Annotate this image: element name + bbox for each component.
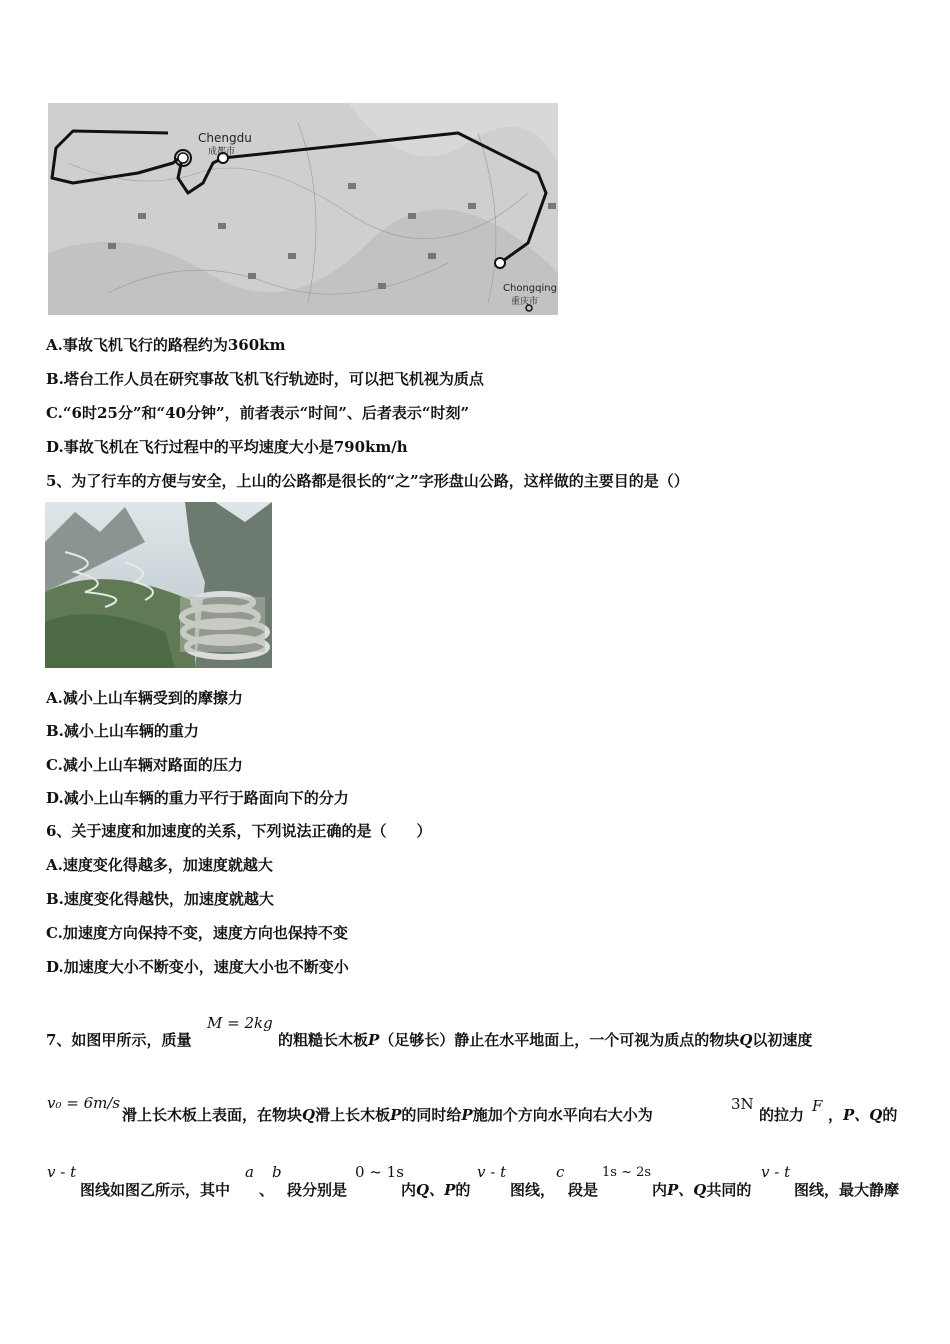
q5-option-d: D.减小上山车辆的重力平行于路面向下的分力 <box>46 789 349 807</box>
q7-vt-2: v - t <box>477 1163 507 1181</box>
chengdu-label-cn: 成都市 <box>208 147 236 157</box>
chongqing-marker <box>495 258 505 268</box>
q7-line2-P2: P <box>461 1106 473 1124</box>
q7-line2-PQ: P、Q <box>843 1106 883 1124</box>
q7-segment-a: a <box>245 1163 254 1181</box>
q5-option-c: C.减小上山车辆对路面的压力 <box>46 756 243 774</box>
q5-option-b: B.减小上山车辆的重力 <box>46 722 199 740</box>
q7-line3-b: 段分别是 <box>287 1181 348 1199</box>
chongqing-label-cn: 重庆市 <box>511 297 539 307</box>
q6-option-d: D.加速度大小不断变小，速度大小也不断变小 <box>46 958 349 976</box>
mountain-road-photo <box>45 502 272 668</box>
q7-line2-c: 的同时给 <box>401 1106 462 1124</box>
q7-line2-Q: Q <box>302 1106 316 1124</box>
q7-mass-expr: M = 2kg <box>207 1014 273 1032</box>
q6-option-c: C.加速度方向保持不变，速度方向也保持不变 <box>46 924 348 942</box>
q7-line3-c: 内 <box>401 1181 417 1199</box>
q7-force-symbol: F <box>812 1097 823 1115</box>
q7-line3-f: 段是 <box>568 1181 599 1199</box>
q7-line2-b: 滑上长木板 <box>315 1106 391 1124</box>
q7-range-1: 0 ~ 1s <box>355 1163 404 1181</box>
q7-line3-g: 内 <box>652 1181 668 1199</box>
q7-velocity <box>47 1094 120 1112</box>
q7-line2-rest <box>122 1104 653 1125</box>
q7-line1-P: P <box>368 1031 380 1049</box>
q7-line2-f: ， <box>828 1106 844 1124</box>
q7-line3-i: 图线，最大静摩 <box>794 1181 900 1199</box>
q5-option-a: A.减小上山车辆受到的摩擦力 <box>46 689 243 707</box>
q7-force-value: 3N <box>731 1095 754 1113</box>
q7-line2-d: 施加个方向水平向右大小为 <box>472 1106 653 1124</box>
map-route-svg <box>48 103 558 315</box>
q7-line1-b: 的粗糙长木板 <box>278 1031 369 1049</box>
q7-line2-P: P <box>390 1106 402 1124</box>
q7-range-2: 1s ~ 2s <box>602 1165 652 1180</box>
q7-line1-rest <box>278 1029 812 1050</box>
q7-line3-d: 的 <box>455 1181 471 1199</box>
q7-segment-c: c <box>556 1163 565 1181</box>
q6-option-a: A.速度变化得越多，加速度就越大 <box>46 856 273 874</box>
chengdu-label-en: Chengdu <box>198 131 252 145</box>
q7-line2-g: 的 <box>882 1106 898 1124</box>
q7-line3-e: 图线， <box>510 1181 556 1199</box>
q7-line3-PQ: P、Q <box>667 1181 707 1199</box>
q7-line3-mid <box>401 1179 470 1200</box>
q7-vt-1: v - t <box>47 1163 77 1181</box>
q5-stem: 5、为了行车的方便与安全，上山的公路都是很长的“之”字形盘山公路，这样做的主要目的是（） <box>46 472 689 490</box>
q4-option-c: C.“6时25分”和“40分钟”，前者表示“时间”、后者表示“时刻” <box>46 404 470 422</box>
q4-option-a: A.事故飞机飞行的路程约为360km <box>46 336 286 354</box>
q4-option-d: D.事故飞机在飞行过程中的平均速度大小是790km/h <box>46 438 408 456</box>
q7-line3-sep: 、 <box>259 1181 275 1199</box>
q7-line1-d: 以初速度 <box>752 1031 813 1049</box>
q7-vt-3: v - t <box>761 1163 791 1181</box>
q7-line1-a: 7、如图甲所示，质量 <box>46 1031 192 1049</box>
q6-option-b: B.速度变化得越快，加速度就越大 <box>46 890 274 908</box>
q7-line1-c: （足够长）静止在水平地面上，一个可视为质点的物块 <box>379 1031 740 1049</box>
q7-line1-Q: Q <box>739 1031 753 1049</box>
q7-line3-h: 共同的 <box>706 1181 752 1199</box>
q7-line3-QP: Q、P <box>416 1181 456 1199</box>
q7-line2-e: 的拉力 <box>759 1106 805 1124</box>
q4-option-b: B.塔台工作人员在研究事故飞机飞行轨迹时，可以把飞机视为质点 <box>46 370 484 388</box>
q7-line2-end <box>828 1104 897 1125</box>
chongqing-label-en: Chongqing <box>503 283 557 294</box>
q6-stem: 6、关于速度和加速度的关系，下列说法正确的是（ ） <box>46 822 432 840</box>
q7-line2-a: 滑上长木板上表面，在物块 <box>122 1106 303 1124</box>
flight-route-map <box>48 103 558 315</box>
q7-segment-b: b <box>272 1163 282 1181</box>
mountain-road-image <box>45 502 272 668</box>
q7-velocity-expr: v₀ = 6m/s <box>47 1094 121 1112</box>
q7-line3-mid2 <box>652 1179 751 1200</box>
q7-mass <box>207 1014 273 1032</box>
q7-line3-a: 图线如图乙所示，其中 <box>80 1181 231 1199</box>
